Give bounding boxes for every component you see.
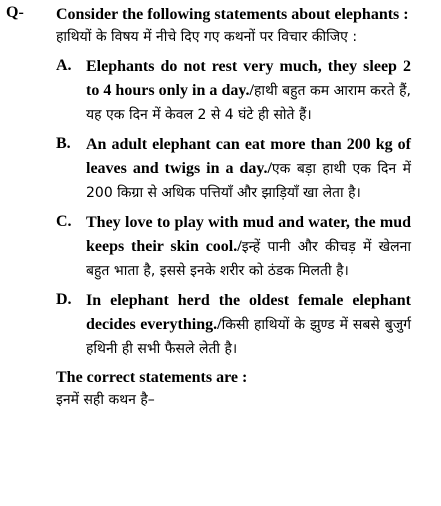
option-text-hindi: किसी हाथियों के झुण्ड में सबसे बुजुर्ग हथिनी ही सभी फैसले लेती है। [86,317,411,357]
option-letter: A. [56,57,72,74]
option-a [56,55,411,127]
option-letter: B. [56,135,71,152]
option-d [56,289,411,361]
option-text [86,133,411,205]
option-text-hindi: एक बड़ा हाथी एक दिन में 200 किग्रा से अधिक पत्तियाँ और झाड़ियाँ खा लेता है। [86,161,411,201]
question-text-english: Consider the following statements about elephants : [56,6,409,23]
question-text-hindi: हाथियों के विषय में नीचे दिए गए कथनों पर विचार कीजिए : [56,29,358,45]
option-text-hindi: हाथी बहुत कम आराम करते हैं, यह एक दिन में केवल 2 से 4 घंटे ही सोते हैं। [86,83,411,123]
option-text-english: In elephant herd the oldest female elephant decides everything./ [86,292,411,333]
answer-prompt-english: The correct statements are : [56,369,248,386]
answer-prompt-hindi: इनमें सही कथन है– [56,392,155,408]
option-text-english: Elephants do not rest very much, they sleep 2 to 4 hours only in a day./ [86,58,411,99]
option-text [86,289,411,361]
option-letter: C. [56,213,72,230]
option-b [56,133,411,205]
option-c [56,211,411,283]
question-number: Q- [6,4,24,21]
option-letter: D. [56,291,72,308]
option-text-hindi: इन्हें पानी और कीचड़ में खेलना बहुत भाता है, इससे इनके शरीर को ठंडक मिलती है। [86,239,411,279]
option-text-english: An adult elephant can eat more than 200 kg of leaves and twigs in a day./ [86,136,411,177]
option-text-english: They love to play with mud and water, the mud keeps their skin cool./ [86,214,411,255]
answer-prompt [56,367,411,412]
question-body [56,4,411,412]
option-text [86,211,411,283]
option-text [86,55,411,127]
